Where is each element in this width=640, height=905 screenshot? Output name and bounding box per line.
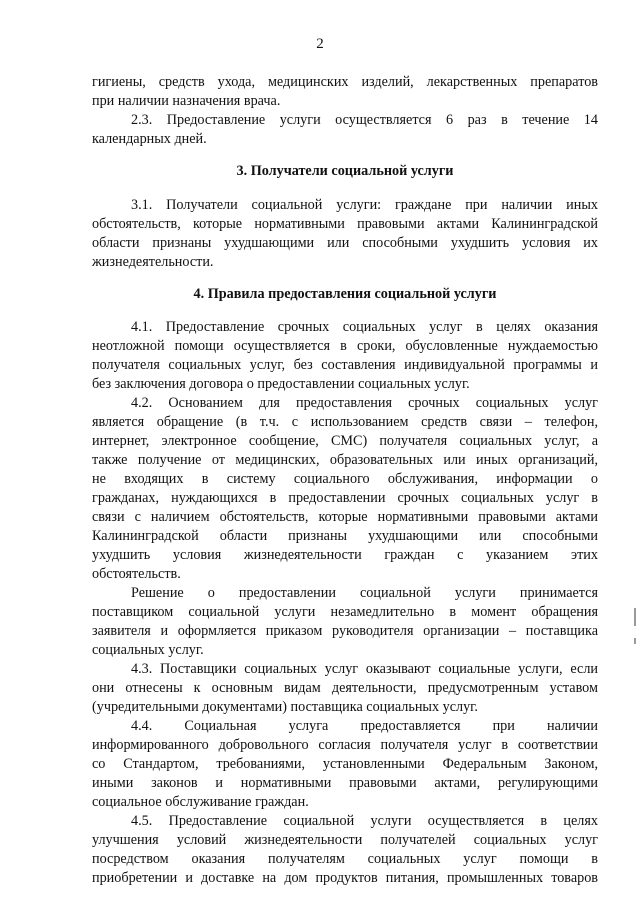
- text-line: посредством оказания получателям социальных услуг помощи в: [92, 851, 598, 867]
- text-line: (учредительными документами) поставщика социальных услуг.: [92, 699, 478, 715]
- text-line: календарных дней.: [92, 131, 207, 147]
- text-line: 3.1. Получатели социальной услуги: граждане при наличии иных: [131, 197, 598, 213]
- section-heading-3: 3. Получатели социальной услуги: [236, 163, 454, 179]
- text-line: 4.1. Предоставление срочных социальных услуг в целях оказания: [131, 319, 598, 335]
- text-line: заявителя и оформляется приказом руководителя организации – поставщика: [92, 623, 598, 639]
- text-line: поставщиком социальной услуги незамедлительно в момент обращения: [92, 604, 598, 620]
- text-line: интернет, электронное сообщение, СМС) получателя социальных услуг, а: [92, 433, 598, 449]
- text-line: 4.3. Поставщики социальных услуг оказывают социальные услуги, если: [131, 661, 598, 677]
- scan-edge-mark: [634, 638, 636, 644]
- text-line: ухудшить условия жизнедеятельности граждан с указанием этих: [92, 547, 598, 563]
- text-line: 2.3. Предоставление услуги осуществляется 6 раз в течение 14: [131, 112, 598, 128]
- text-line: обстоятельств.: [92, 566, 181, 582]
- text-line: гигиены, средств ухода, медицинских изделий, лекарственных препаратов: [92, 74, 598, 90]
- text-line: социальных услуг.: [92, 642, 204, 658]
- text-line: Решение о предоставлении социальной услуги принимается: [131, 585, 598, 601]
- text-line: они отнесены к основным видам деятельности, предусмотренным уставом: [92, 680, 598, 696]
- text-line: 4.5. Предоставление социальной услуги осуществляется в целях: [131, 813, 598, 829]
- text-line: жизнедеятельности.: [92, 254, 214, 270]
- text-line: получателя социальных услуг, без составления индивидуальной программы и: [92, 357, 598, 373]
- text-line: 4.4. Социальная услуга предоставляется при наличии: [131, 718, 598, 734]
- text-line: приобретении и доставке на дом продуктов питания, промышленных товаров: [92, 870, 598, 886]
- text-line: социальное обслуживание граждан.: [92, 794, 309, 810]
- text-line: иными законов и нормативными правовыми актами, регулирующими: [92, 775, 598, 791]
- text-line: 4.2. Основанием для предоставления срочных социальных услуг: [131, 395, 598, 411]
- section-heading-4: 4. Правила предоставления социальной услуги: [193, 286, 497, 302]
- scan-edge-mark: [634, 608, 636, 626]
- page-number: 2: [316, 36, 324, 52]
- text-line: при наличии назначения врача.: [92, 93, 281, 109]
- text-line: без заключения договора о предоставлении социальных услуг.: [92, 376, 470, 392]
- text-line: улучшения условий жизнедеятельности получателей социальных услуг: [92, 832, 598, 848]
- text-line: Калининградской области признаны ухудшающими или способными: [92, 528, 598, 544]
- text-line: гражданах, нуждающихся в предоставлении срочных социальных услуг в: [92, 490, 598, 506]
- text-line: является обращение (в т.ч. с использованием средств связи – телефон,: [92, 414, 598, 430]
- text-line: неотложной помощи осуществляется в сроки, обусловленные нуждаемостью: [92, 338, 598, 354]
- text-line: области признаны ухудшающими или способными ухудшить условия их: [92, 235, 598, 251]
- text-line: со Стандартом, требованиями, установленными Федеральным Законом,: [92, 756, 598, 772]
- text-line: также получение от медицинских, образовательных или иных организаций,: [92, 452, 598, 468]
- text-line: не входящих в систему социального обслуживания, информации о: [92, 471, 598, 487]
- text-line: обстоятельств, которые нормативными правовыми актами Калининградской: [92, 216, 598, 232]
- text-line: связи с наличием обстоятельств, которые нормативными правовыми актами: [92, 509, 598, 525]
- text-line: информированного добровольного согласия получателя услуг в соответствии: [92, 737, 598, 753]
